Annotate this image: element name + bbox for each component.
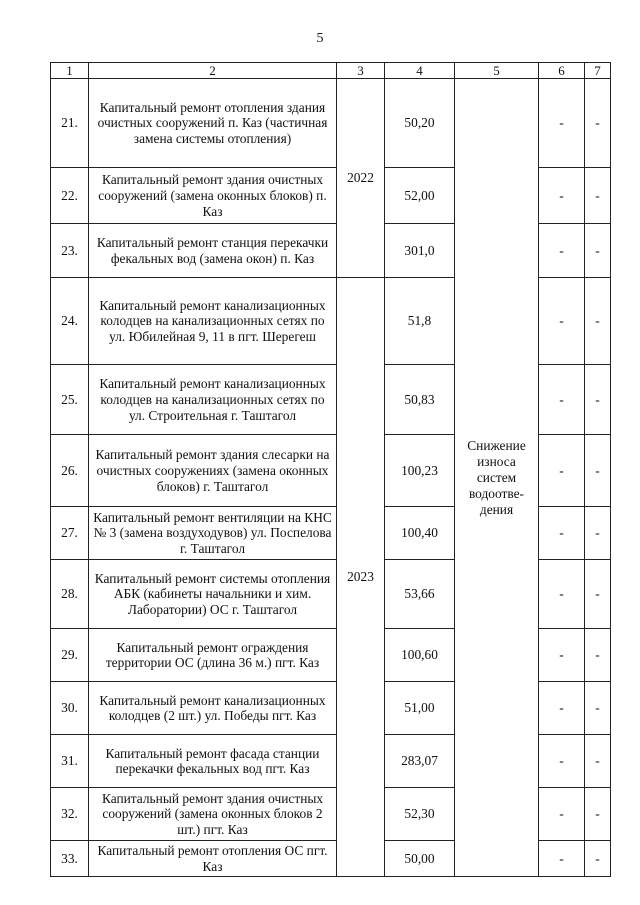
col6-value: - [539, 79, 585, 168]
work-name: Капитальный ремонт канализационных колодцев на канализационных сетях по ул. Юбилейная 9, 11 в пгт. Шерегеш [89, 278, 337, 365]
col-header-1: 1 [51, 63, 89, 79]
row-number: 33. [51, 841, 89, 877]
cost-value: 50,20 [385, 79, 455, 168]
row-number: 24. [51, 278, 89, 365]
col6-value: - [539, 560, 585, 629]
row-number: 23. [51, 224, 89, 278]
col7-value: - [585, 682, 611, 735]
col7-value: - [585, 278, 611, 365]
col-header-6: 6 [539, 63, 585, 79]
year-cell-2023: 2023 [337, 278, 385, 877]
row-number: 29. [51, 629, 89, 682]
col6-value: - [539, 435, 585, 507]
col7-value: - [585, 560, 611, 629]
col6-value: - [539, 168, 585, 224]
table-row [51, 79, 611, 168]
cost-value: 52,00 [385, 168, 455, 224]
cost-value: 51,00 [385, 682, 455, 735]
work-name: Капитальный ремонт системы отопления АБК (кабинеты начальники и хим. Лаборатории) ОС г. Таштагол [89, 560, 337, 629]
work-name: Капитальный ремонт канализационных колодцев (2 шт.) ул. Победы пгт. Каз [89, 682, 337, 735]
cost-value: 100,23 [385, 435, 455, 507]
col7-value: - [585, 629, 611, 682]
col-header-7: 7 [585, 63, 611, 79]
row-number: 25. [51, 365, 89, 435]
expected-result: Снижение износа систем водоотве-дения [455, 79, 539, 877]
cost-value: 100,60 [385, 629, 455, 682]
page-number: 5 [316, 31, 324, 46]
row-number: 30. [51, 682, 89, 735]
work-name: Капитальный ремонт станция перекачки фекальных вод (замена окон) п. Каз [89, 224, 337, 278]
work-name: Капитальный ремонт фасада станции перекачки фекальных вод пгт. Каз [89, 735, 337, 788]
col7-value: - [585, 735, 611, 788]
work-name: Капитальный ремонт канализационных колодцев на канализационных сетях по ул. Строительная г. Таштагол [89, 365, 337, 435]
year-cell-2022: 2022 [337, 79, 385, 278]
col6-value: - [539, 788, 585, 841]
cost-value: 50,00 [385, 841, 455, 877]
work-name: Капитальный ремонт здания очистных сооружений (замена оконных блоков 2 шт.) пгт. Каз [89, 788, 337, 841]
col7-value: - [585, 79, 611, 168]
row-number: 27. [51, 507, 89, 560]
col7-value: - [585, 365, 611, 435]
work-name: Капитальный ремонт отопления здания очистных сооружений п. Каз (частичная замена системы отопления) [89, 79, 337, 168]
work-name: Капитальный ремонт отопления ОС пгт. Каз [89, 841, 337, 877]
cost-value: 283,07 [385, 735, 455, 788]
row-number: 21. [51, 79, 89, 168]
work-name: Капитальный ремонт ограждения территории ОС (длина 36 м.) пгт. Каз [89, 629, 337, 682]
col7-value: - [585, 841, 611, 877]
row-number: 28. [51, 560, 89, 629]
work-name: Капитальный ремонт здания очистных сооружений (замена оконных блоков) п. Каз [89, 168, 337, 224]
col6-value: - [539, 735, 585, 788]
col7-value: - [585, 224, 611, 278]
table-header-row [51, 63, 611, 79]
col7-value: - [585, 507, 611, 560]
col6-value: - [539, 224, 585, 278]
col6-value: - [539, 278, 585, 365]
col-header-5: 5 [455, 63, 539, 79]
cost-value: 51,8 [385, 278, 455, 365]
cost-value: 52,30 [385, 788, 455, 841]
work-name: Капитальный ремонт вентиляции на КНС № 3 (замена воздуходувов) ул. Поспелова г. Таштагол [89, 507, 337, 560]
col6-value: - [539, 365, 585, 435]
cost-value: 50,83 [385, 365, 455, 435]
row-number: 31. [51, 735, 89, 788]
row-number: 26. [51, 435, 89, 507]
col6-value: - [539, 629, 585, 682]
col-header-3: 3 [337, 63, 385, 79]
cost-value: 100,40 [385, 507, 455, 560]
col7-value: - [585, 788, 611, 841]
col6-value: - [539, 841, 585, 877]
col6-value: - [539, 507, 585, 560]
cost-value: 53,66 [385, 560, 455, 629]
col7-value: - [585, 435, 611, 507]
row-number: 32. [51, 788, 89, 841]
col7-value: - [585, 168, 611, 224]
work-name: Капитальный ремонт здания слесарки на очистных сооружениях (замена оконных блоков) г. Таштагол [89, 435, 337, 507]
col-header-4: 4 [385, 63, 455, 79]
col-header-2: 2 [89, 63, 337, 79]
works-table [50, 62, 611, 877]
col6-value: - [539, 682, 585, 735]
row-number: 22. [51, 168, 89, 224]
cost-value: 301,0 [385, 224, 455, 278]
